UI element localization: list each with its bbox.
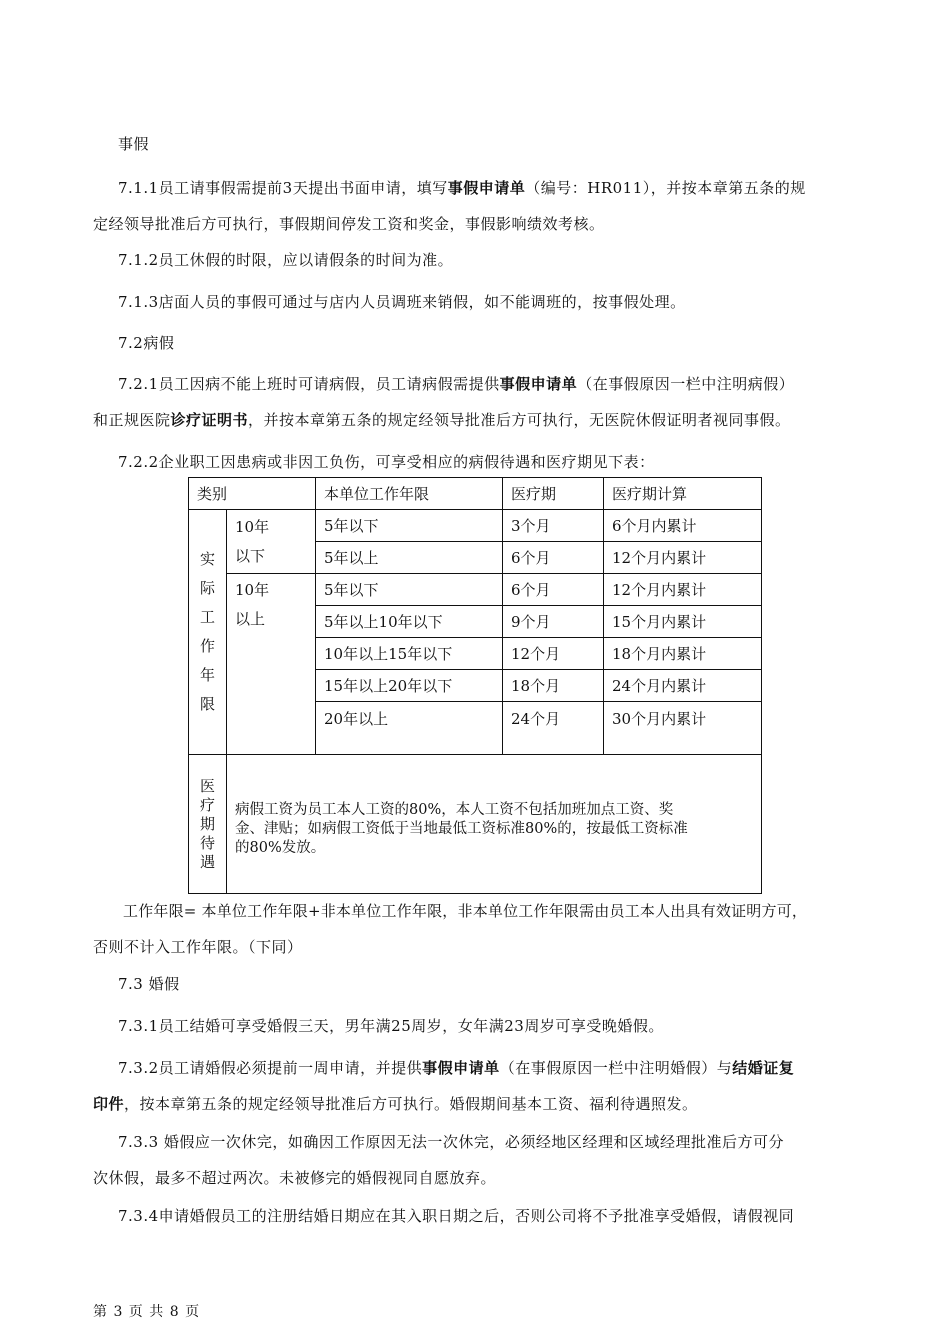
treatment-text: 病假工资为员工本人工资的80%，本人工资不包括加班加点工资、奖 金、津贴；如病假工资低于当地最低工资标准80%的，按最低工资标准 的80%发放。 xyxy=(227,755,762,894)
paragraph-7-3-1: 7.3.1员工结婚可享受婚假三天，男年满25周岁，女年满23周岁可享受晚婚假。 xyxy=(118,1017,664,1035)
cell-years: 5年以上10年以下 xyxy=(316,606,503,638)
group-over-10: 10年 以上 xyxy=(227,574,316,755)
paragraph-7-2-1: 7.2.1员工因病不能上班时可请病假，员工请病假需提供事假申请单（在事假原因一栏中注明病假） 和正规医院诊疗证明书，并按本章第五条的规定经领导批准后方可执行，无医院休假证明者视同事假。 xyxy=(93,375,795,429)
form-name-bold: 事假申请单 xyxy=(499,375,578,393)
cell-calc: 30个月内累计 xyxy=(604,702,762,755)
cell-calc: 6个月内累计 xyxy=(604,510,762,542)
cell-period: 18个月 xyxy=(503,670,604,702)
heading-shijia: 事假 xyxy=(118,135,150,153)
cell-years: 5年以上 xyxy=(316,542,503,574)
form-name-bold: 事假申请单 xyxy=(422,1059,500,1077)
certificate-bold: 诊疗证明书 xyxy=(170,411,249,429)
cell-calc: 12个月内累计 xyxy=(604,574,762,606)
group-under-10: 10年 以下 xyxy=(227,510,316,574)
table-row xyxy=(189,510,762,542)
heading-7-3: 7.3 婚假 xyxy=(118,975,180,993)
cell-calc: 15个月内累计 xyxy=(604,606,762,638)
header-period: 医疗期 xyxy=(503,478,604,510)
certificate-bold: 结婚证复 xyxy=(732,1059,795,1077)
cell-period: 9个月 xyxy=(503,606,604,638)
paragraph-work-years: 工作年限= 本单位工作年限+非本单位工作年限，非本单位工作年限需由员工本人出具有效证明方可， 否则不计入工作年限。（下同） xyxy=(93,902,808,956)
certificate-bold: 印件 xyxy=(93,1095,125,1113)
treatment-row xyxy=(189,755,762,894)
medical-period-table xyxy=(188,477,762,894)
cell-period: 3个月 xyxy=(503,510,604,542)
form-name-bold: 事假申请单 xyxy=(447,179,526,197)
heading-7-2: 7.2病假 xyxy=(118,334,175,352)
paragraph-7-3-2: 7.3.2员工请婚假必须提前一周申请，并提供事假申请单（在事假原因一栏中注明婚假）与结婚证复 印件，按本章第五条的规定经领导批准后方可执行。婚假期间基本工资、福利待遇照发。 xyxy=(93,1059,795,1113)
paragraph-7-1-2: 7.1.2员工休假的时限，应以请假条的时间为准。 xyxy=(118,251,454,269)
cell-calc: 18个月内累计 xyxy=(604,638,762,670)
cell-period: 6个月 xyxy=(503,574,604,606)
cell-years: 15年以上20年以下 xyxy=(316,670,503,702)
paragraph-7-1-1: 7.1.1员工请事假需提前3天提出书面申请，填写事假申请单（编号：HR011），并按本章第五条的规 定经领导批准后方可执行，事假期间停发工资和奖金，事假影响绩效考核。 xyxy=(93,179,806,233)
cell-calc: 12个月内累计 xyxy=(604,542,762,574)
category-treatment: 医 疗 期 待 遇 xyxy=(189,755,227,894)
header-category: 类别 xyxy=(189,478,316,510)
cell-period: 24个月 xyxy=(503,702,604,755)
paragraph-7-3-4: 7.3.4申请婚假员工的注册结婚日期应在其入职日期之后，否则公司将不予批准享受婚假，请假视同 xyxy=(118,1207,795,1225)
cell-period: 12个月 xyxy=(503,638,604,670)
cell-years: 5年以下 xyxy=(316,510,503,542)
cell-period: 6个月 xyxy=(503,542,604,574)
paragraph-7-2-2: 7.2.2企业职工因患病或非因工负伤，可享受相应的病假待遇和医疗期见下表： xyxy=(118,453,655,471)
table-header-row xyxy=(189,478,762,510)
header-years: 本单位工作年限 xyxy=(316,478,503,510)
cell-years: 10年以上15年以下 xyxy=(316,638,503,670)
paragraph-7-1-3: 7.1.3店面人员的事假可通过与店内人员调班来销假，如不能调班的，按事假处理。 xyxy=(118,293,686,311)
paragraph-7-3-3: 7.3.3 婚假应一次休完，如确因工作原因无法一次休完，必须经地区经理和区域经理批准后方可分 次休假，最多不超过两次。未被修完的婚假视同自愿放弃。 xyxy=(93,1133,784,1187)
category-actual-years: 实 际 工 作 年 限 xyxy=(189,510,227,755)
cell-calc: 24个月内累计 xyxy=(604,670,762,702)
cell-years: 20年以上 xyxy=(316,702,503,755)
cell-years: 5年以下 xyxy=(316,574,503,606)
page-footer: 第 3 页 共 8 页 xyxy=(93,1304,201,1320)
table-row xyxy=(189,574,762,606)
header-calc: 医疗期计算 xyxy=(604,478,762,510)
